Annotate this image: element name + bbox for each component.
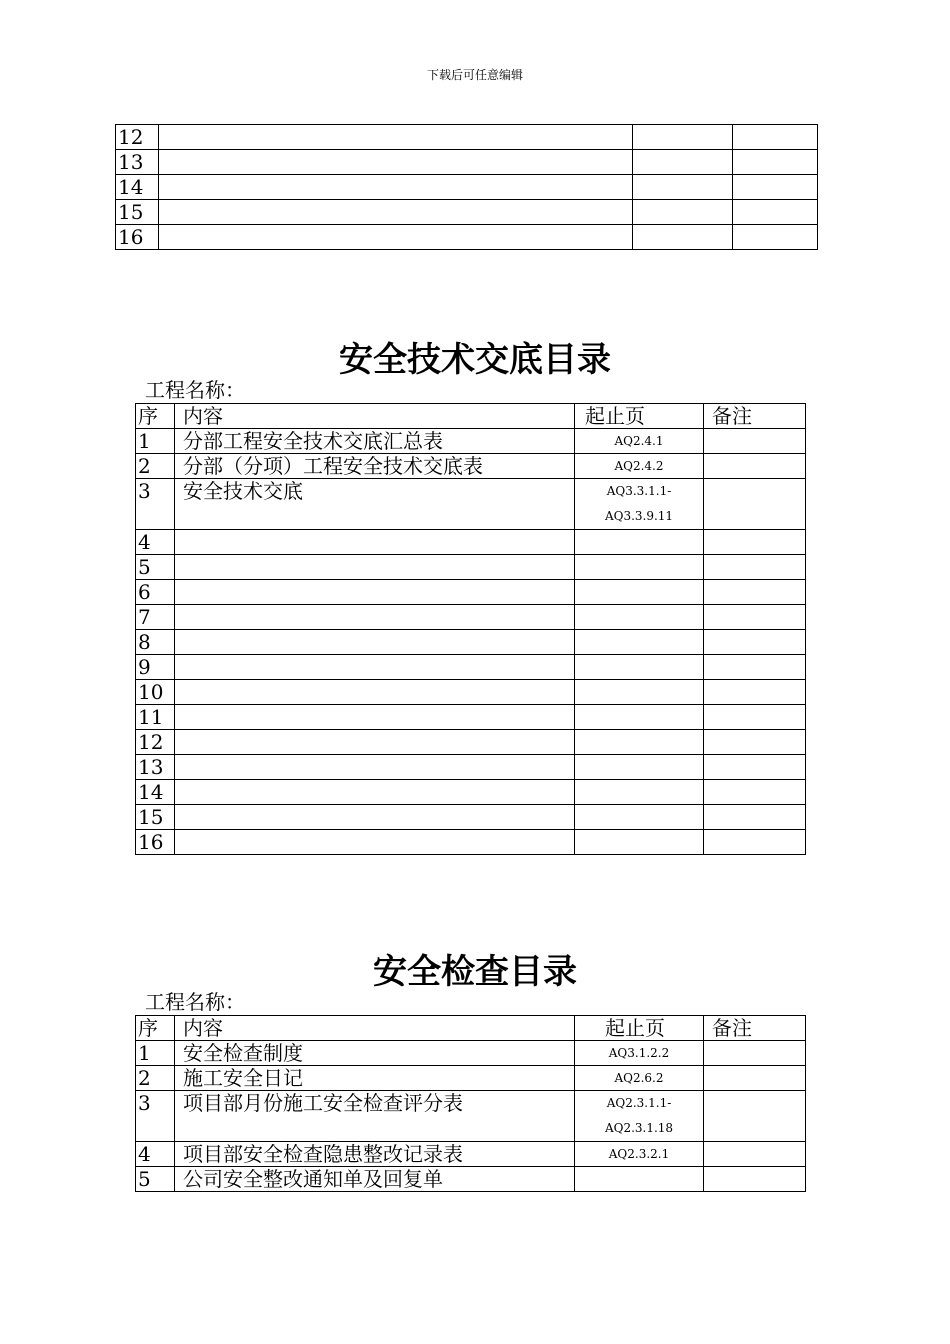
row-note <box>704 429 806 454</box>
section-title-check: 安全检查目录 <box>373 952 577 992</box>
table-header-row <box>136 1016 806 1041</box>
row-content <box>175 705 575 730</box>
row-pages: AQ3.1.2.2 <box>575 1041 704 1066</box>
row-note <box>704 680 806 705</box>
table-row <box>136 805 806 830</box>
row-content <box>175 530 575 555</box>
row-pages <box>575 1091 704 1142</box>
row-pages <box>633 175 733 200</box>
page-header-note: 下载后可任意编辑 <box>426 68 523 82</box>
project-name-label: 工程名称： <box>145 990 245 1014</box>
row-note <box>704 805 806 830</box>
row-note <box>733 150 818 175</box>
row-pages <box>575 680 704 705</box>
row-note <box>733 175 818 200</box>
row-content: 安全检查制度 <box>175 1041 575 1066</box>
row-pages: AQ2.6.2 <box>575 1066 704 1091</box>
row-note <box>704 780 806 805</box>
row-number: 16 <box>136 830 175 855</box>
row-pages <box>575 580 704 605</box>
row-number: 1 <box>136 429 175 454</box>
table-row <box>136 1167 806 1192</box>
table-row <box>136 780 806 805</box>
row-content <box>175 830 575 855</box>
row-number: 2 <box>136 454 175 479</box>
table-row <box>136 555 806 580</box>
row-note <box>704 1091 806 1142</box>
table-row <box>136 1066 806 1091</box>
table-row <box>136 1041 806 1066</box>
row-pages <box>633 125 733 150</box>
row-number: 15 <box>116 200 159 225</box>
row-content <box>175 630 575 655</box>
table-row <box>136 1091 806 1142</box>
row-number: 7 <box>136 605 175 630</box>
row-number: 9 <box>136 655 175 680</box>
row-note <box>704 705 806 730</box>
row-number: 14 <box>136 780 175 805</box>
header-content: 内容 <box>175 404 575 429</box>
row-pages <box>575 605 704 630</box>
row-pages <box>575 655 704 680</box>
row-number: 13 <box>116 150 159 175</box>
row-content <box>175 680 575 705</box>
row-pages: AQ2.4.2 <box>575 454 704 479</box>
table-row <box>136 530 806 555</box>
row-content: 施工安全日记 <box>175 1066 575 1091</box>
table-row <box>136 605 806 630</box>
row-content <box>175 555 575 580</box>
row-content <box>159 150 633 175</box>
row-content <box>175 730 575 755</box>
row-number: 15 <box>136 805 175 830</box>
header-no: 序 <box>136 1016 175 1041</box>
table-row <box>116 125 818 150</box>
table-row <box>136 705 806 730</box>
row-number: 11 <box>136 705 175 730</box>
table-row <box>136 630 806 655</box>
row-pages <box>575 479 704 530</box>
row-pages <box>633 150 733 175</box>
row-number: 16 <box>116 225 159 250</box>
row-content: 项目部安全检查隐患整改记录表 <box>175 1142 575 1167</box>
row-pages <box>575 780 704 805</box>
row-note <box>704 1167 806 1192</box>
table-row <box>116 175 818 200</box>
table-row <box>136 755 806 780</box>
row-note <box>704 454 806 479</box>
row-number: 12 <box>136 730 175 755</box>
row-content <box>175 755 575 780</box>
row-content <box>159 200 633 225</box>
table-row <box>136 580 806 605</box>
row-note <box>704 1041 806 1066</box>
row-content: 项目部月份施工安全检查评分表 <box>175 1091 575 1142</box>
row-content: 分部工程安全技术交底汇总表 <box>175 429 575 454</box>
pages-start: AQ2.3.1.1- <box>606 1096 672 1110</box>
row-pages <box>575 805 704 830</box>
header-pages: 起止页 <box>575 1016 704 1041</box>
project-name-label: 工程名称： <box>145 378 245 402</box>
row-pages <box>575 705 704 730</box>
row-note <box>704 1142 806 1167</box>
table-row <box>116 200 818 225</box>
header-note: 备注 <box>704 1016 806 1041</box>
row-pages <box>633 225 733 250</box>
row-pages <box>575 755 704 780</box>
row-number: 8 <box>136 630 175 655</box>
row-content: 公司安全整改通知单及回复单 <box>175 1167 575 1192</box>
row-number: 2 <box>136 1066 175 1091</box>
row-note <box>704 755 806 780</box>
row-note <box>704 605 806 630</box>
row-note <box>704 730 806 755</box>
row-number: 4 <box>136 1142 175 1167</box>
row-pages <box>575 630 704 655</box>
row-note <box>704 655 806 680</box>
row-note <box>733 200 818 225</box>
row-note <box>704 630 806 655</box>
row-pages <box>575 830 704 855</box>
row-number: 12 <box>116 125 159 150</box>
row-note <box>733 125 818 150</box>
row-number: 3 <box>136 479 175 530</box>
row-note <box>704 580 806 605</box>
section-title-tech: 安全技术交底目录 <box>339 340 611 380</box>
row-number: 3 <box>136 1091 175 1142</box>
row-note <box>733 225 818 250</box>
table-row <box>136 1142 806 1167</box>
row-content <box>175 605 575 630</box>
row-number: 4 <box>136 530 175 555</box>
table-row <box>136 479 806 530</box>
pages-end: AQ2.3.1.18 <box>604 1121 674 1135</box>
row-content <box>159 175 633 200</box>
tech-disclosure-table <box>135 403 806 855</box>
row-number: 5 <box>136 555 175 580</box>
row-number: 1 <box>136 1041 175 1066</box>
row-note <box>704 555 806 580</box>
continued-table <box>115 124 818 250</box>
row-pages <box>633 200 733 225</box>
row-content <box>175 580 575 605</box>
row-pages <box>575 530 704 555</box>
row-note <box>704 479 806 530</box>
table-header-row <box>136 404 806 429</box>
table-row <box>136 655 806 680</box>
row-content: 分部（分项）工程安全技术交底表 <box>175 454 575 479</box>
row-number: 10 <box>136 680 175 705</box>
row-content <box>175 805 575 830</box>
row-content <box>159 225 633 250</box>
table-row <box>136 830 806 855</box>
row-note <box>704 1066 806 1091</box>
row-pages <box>575 1167 704 1192</box>
header-no: 序 <box>136 404 175 429</box>
row-pages <box>575 555 704 580</box>
row-number: 5 <box>136 1167 175 1192</box>
table-row <box>136 429 806 454</box>
header-pages: 起止页 <box>575 404 704 429</box>
table-row <box>136 454 806 479</box>
pages-start: AQ3.3.1.1- <box>606 484 672 498</box>
row-pages: AQ2.4.1 <box>575 429 704 454</box>
table-row <box>116 225 818 250</box>
header-note: 备注 <box>704 404 806 429</box>
row-content <box>159 125 633 150</box>
row-number: 13 <box>136 755 175 780</box>
row-note <box>704 830 806 855</box>
row-pages <box>575 730 704 755</box>
row-note <box>704 530 806 555</box>
row-content: 安全技术交底 <box>175 479 575 530</box>
header-content: 内容 <box>175 1016 575 1041</box>
table-row <box>136 680 806 705</box>
row-pages: AQ2.3.2.1 <box>575 1142 704 1167</box>
row-content <box>175 780 575 805</box>
table-row <box>136 730 806 755</box>
row-number: 14 <box>116 175 159 200</box>
row-number: 6 <box>136 580 175 605</box>
pages-end: AQ3.3.9.11 <box>604 509 674 523</box>
safety-check-table <box>135 1015 806 1192</box>
table-row <box>116 150 818 175</box>
row-content <box>175 655 575 680</box>
